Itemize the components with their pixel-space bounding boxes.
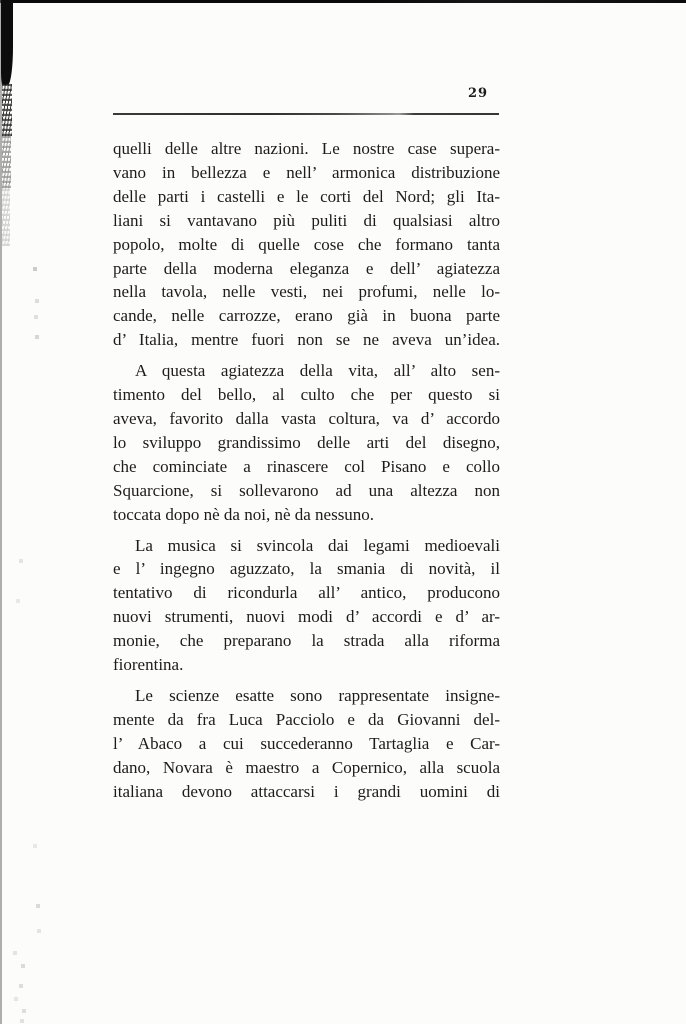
text-line: La musica si svincola dai legami medioevali xyxy=(135,535,500,555)
binding-shadow-fade xyxy=(2,188,10,246)
text-line: A questa agiatezza della vita, all’ alto sen- xyxy=(135,361,500,381)
top-edge-shadow xyxy=(0,0,686,3)
binding-shadow-fade xyxy=(2,84,12,136)
paragraph xyxy=(113,359,500,526)
text-line: l’ Abaco a cui succederanno Tartaglia e Car- xyxy=(113,733,500,753)
paragraph xyxy=(113,684,500,804)
text-line: liani si vantavano più puliti di qualsiasi altro xyxy=(113,210,500,230)
text-line: nella tavola, nelle vesti, nei profumi, nelle lo- xyxy=(113,282,500,302)
text-line: popolo, molte di quelle cose che formano tanta xyxy=(113,234,500,254)
text-line: lo sviluppo grandissimo delle arti del disegno, xyxy=(113,432,500,452)
text-line: toccata dopo nè da noi, nè da nessuno. xyxy=(113,504,375,524)
binding-shadow xyxy=(1,0,13,85)
text-line: vano in bellezza e nell’ armonica distribuzione xyxy=(113,162,500,182)
text-line: mente da fra Luca Pacciolo e da Giovanni del- xyxy=(113,709,500,729)
paragraph xyxy=(113,534,500,677)
text-line: monie, che preparano la strada alla riforma xyxy=(113,631,500,651)
text-line: cande, nelle carrozze, erano già in buona parte xyxy=(113,306,500,326)
text-line: Squarcione, si sollevarono ad una altezza non xyxy=(113,480,500,500)
text-line: quelli delle altre nazioni. Le nostre case supera- xyxy=(113,139,500,158)
text-line: parte della moderna eleganza e dell’ agiatezza xyxy=(113,258,500,278)
text-line: tentativo di ricondurla all’ antico, producono xyxy=(113,583,500,603)
text-line: nuovi strumenti, nuovi modi d’ accordi e d’ ar- xyxy=(113,607,500,627)
page-text xyxy=(113,137,500,803)
text-line: delle parti i castelli e le corti del Nord; gli Ita- xyxy=(113,186,500,206)
scan-speckles xyxy=(0,0,2,2)
header-rule xyxy=(113,113,499,115)
page-number: 29 xyxy=(468,86,489,101)
text-line: che cominciate a rinascere col Pisano e collo xyxy=(113,456,500,476)
binding-shadow-fade xyxy=(2,136,11,188)
text-line: Le scienze esatte sono rappresentate insigne- xyxy=(135,685,500,705)
text-line: fiorentina. xyxy=(113,655,184,675)
text-line: aveva, favorito dalla vasta coltura, va d’ accordo xyxy=(113,408,500,428)
text-line: dano, Novara è maestro a Copernico, alla scuola xyxy=(113,757,500,777)
text-line: timento del bello, al culto che per questo si xyxy=(113,385,500,405)
paragraph xyxy=(113,137,500,352)
text-line: d’ Italia, mentre fuori non se ne aveva un’idea. xyxy=(113,330,500,350)
text-line: italiana devono attaccarsi i grandi uomini di xyxy=(113,781,500,801)
text-line: e l’ ingegno aguzzato, la smania di novità, il xyxy=(113,559,500,579)
